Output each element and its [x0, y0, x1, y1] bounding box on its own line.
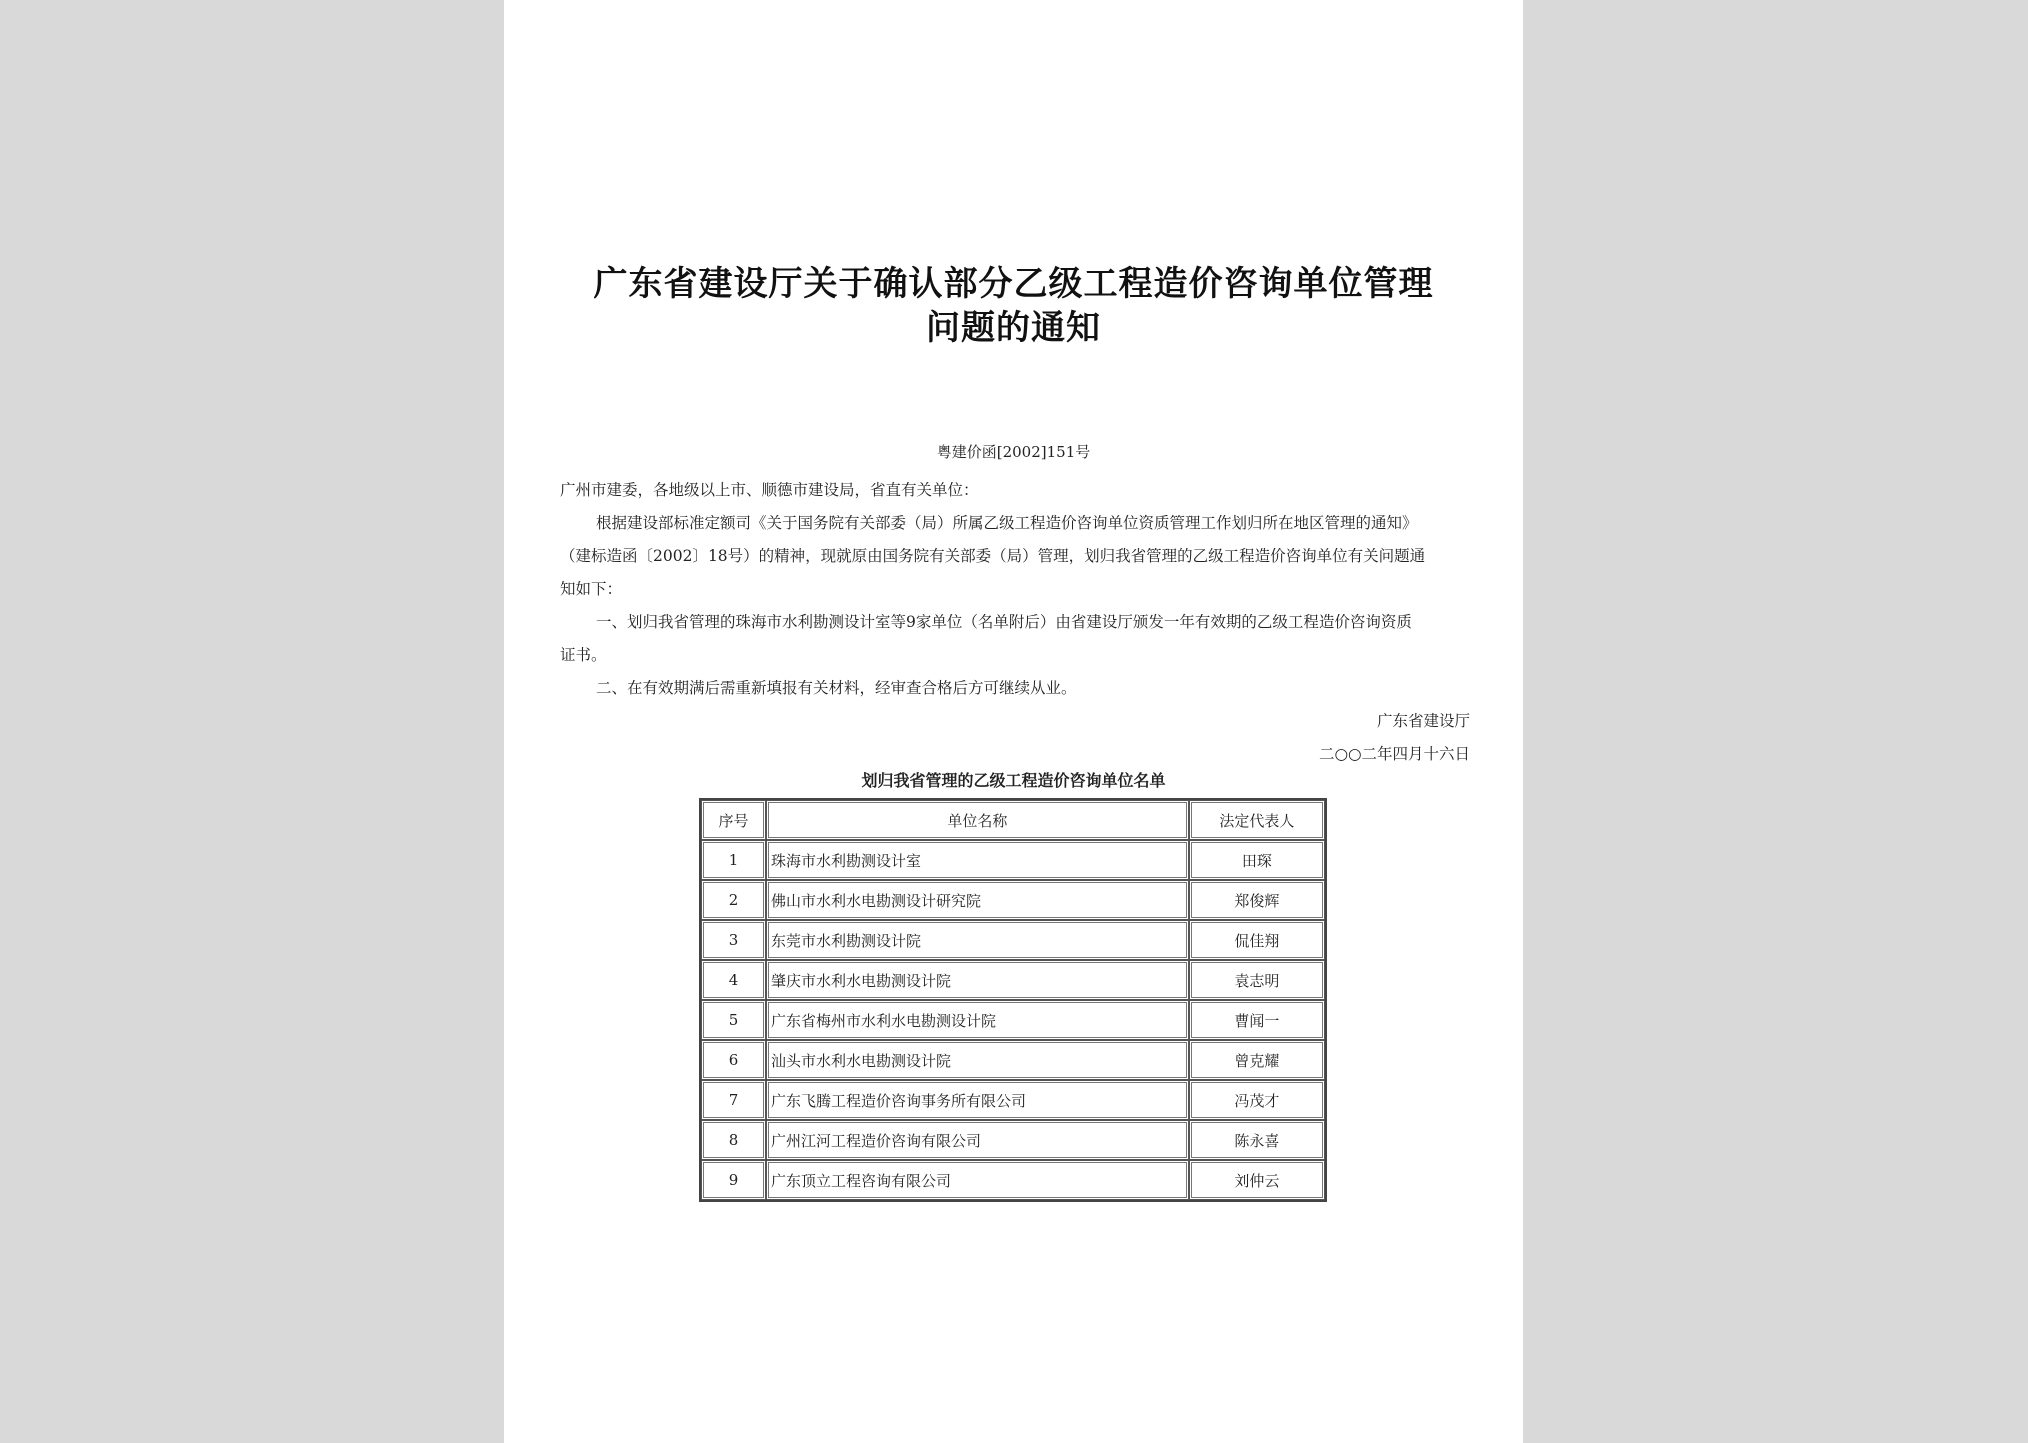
item-1-line-1: 一、划归我省管理的珠海市水利勘测设计室等9家单位（名单附后）由省建设厅颁发一年有效期的乙级工程造价咨询资质 [596, 613, 1412, 631]
table-row [701, 960, 1325, 1000]
cell-legal-rep: 陈永喜 [1189, 1120, 1325, 1160]
cell-index: 9 [701, 1160, 766, 1200]
cell-legal-rep: 袁志明 [1189, 960, 1325, 1000]
paragraph-1-line-3: 知如下： [560, 580, 623, 598]
cell-index: 3 [701, 920, 766, 960]
cell-legal-rep: 侃佳翔 [1189, 920, 1325, 960]
document-body [560, 474, 1470, 771]
cell-unit-name: 珠海市水利勘测设计室 [766, 840, 1189, 880]
document-title [504, 262, 1523, 350]
table-row [701, 1080, 1325, 1120]
paragraph-1-line-1: 根据建设部标准定额司《关于国务院有关部委（局）所属乙级工程造价咨询单位资质管理工作划归所在地区管理的通知》 [596, 514, 1418, 532]
table-row [701, 840, 1325, 880]
table-title: 划归我省管理的乙级工程造价咨询单位名单 [861, 771, 1166, 790]
cell-unit-name: 肇庆市水利水电勘测设计院 [766, 960, 1189, 1000]
table-row [701, 880, 1325, 920]
table-row [701, 1040, 1325, 1080]
signature: 广东省建设厅 [1376, 712, 1470, 730]
cell-index: 8 [701, 1120, 766, 1160]
cell-unit-name: 广州江河工程造价咨询有限公司 [766, 1120, 1189, 1160]
cell-unit-name: 广东顶立工程咨询有限公司 [766, 1160, 1189, 1200]
title-line-1: 广东省建设厅关于确认部分乙级工程造价咨询单位管理 [593, 264, 1434, 304]
document-page [504, 0, 1523, 1443]
salutation: 广州市建委，各地级以上市、顺德市建设局，省直有关单位： [560, 481, 979, 499]
table-row [701, 1160, 1325, 1200]
title-line-2: 问题的通知 [926, 308, 1101, 348]
document-date: 二○○二年四月十六日 [1318, 745, 1470, 763]
cell-unit-name: 佛山市水利水电勘测设计研究院 [766, 880, 1189, 920]
cell-legal-rep: 冯茂才 [1189, 1080, 1325, 1120]
units-table [699, 798, 1327, 1202]
cell-index: 7 [701, 1080, 766, 1120]
cell-unit-name: 东莞市水利勘测设计院 [766, 920, 1189, 960]
cell-unit-name: 广东省梅州市水利水电勘测设计院 [766, 1000, 1189, 1040]
cell-index: 1 [701, 840, 766, 880]
cell-index: 4 [701, 960, 766, 1000]
cell-legal-rep: 郑俊辉 [1189, 880, 1325, 920]
cell-index: 6 [701, 1040, 766, 1080]
cell-unit-name: 汕头市水利水电勘测设计院 [766, 1040, 1189, 1080]
cell-legal-rep: 田琛 [1189, 840, 1325, 880]
table-row [701, 1000, 1325, 1040]
item-2: 二、在有效期满后需重新填报有关材料，经审查合格后方可继续从业。 [596, 679, 1077, 697]
document-number: 粤建价函[2002]151号 [936, 443, 1091, 461]
cell-legal-rep: 刘仲云 [1189, 1160, 1325, 1200]
item-1-line-2: 证书。 [560, 646, 607, 664]
cell-legal-rep: 曹闻一 [1189, 1000, 1325, 1040]
table-row [701, 1120, 1325, 1160]
table-row [701, 920, 1325, 960]
cell-legal-rep: 曾克耀 [1189, 1040, 1325, 1080]
header-unit-name: 单位名称 [766, 800, 1189, 840]
cell-unit-name: 广东飞腾工程造价咨询事务所有限公司 [766, 1080, 1189, 1120]
cell-index: 2 [701, 880, 766, 920]
table-header-row [701, 800, 1325, 840]
header-index: 序号 [701, 800, 766, 840]
paragraph-1-line-2: （建标造函〔2002〕18号）的精神，现就原由国务院有关部委（局）管理，划归我省管理的乙级工程造价咨询单位有关问题通 [560, 547, 1426, 565]
header-legal-rep: 法定代表人 [1189, 800, 1325, 840]
cell-index: 5 [701, 1000, 766, 1040]
